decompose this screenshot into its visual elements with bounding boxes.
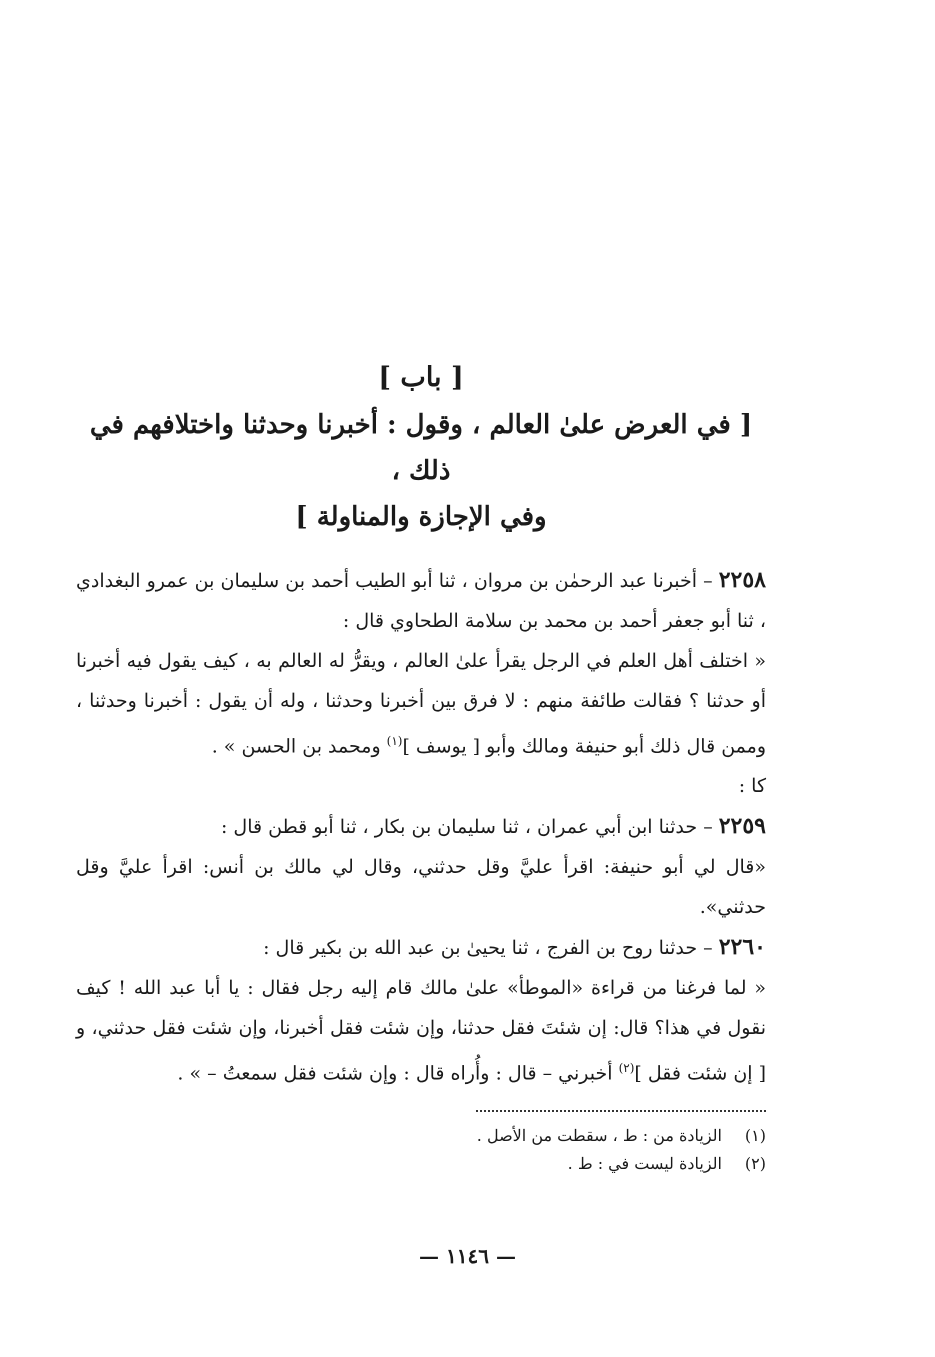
footnote-ref-1: (١)	[386, 734, 403, 748]
hadith-2259-matn: «قال لي أبو حنيفة: اقرأ عليَّ وقل حدثني، وقال لي مالك بن أنس: اقرأ عليَّ وقل حدثني».	[76, 856, 766, 919]
footnotes	[76, 1122, 766, 1178]
hadith-isnad-text: – حدثنا روح بن الفرج ، ثنا يحيىٰ بن عبد الله بن بكير قال :	[263, 937, 719, 960]
document-page	[76, 360, 766, 1178]
hadith-2258-matn	[76, 641, 766, 766]
hadith-number: ٢٢٥٩	[718, 813, 766, 840]
hadith-number: ٢٢٦٠	[718, 934, 766, 961]
footnote-marker: (١)	[744, 1125, 766, 1145]
footnote-item	[76, 1150, 766, 1178]
hadith-2258-note: كا :	[738, 775, 766, 798]
page-number: — ١١٤٦ —	[419, 1244, 516, 1268]
hadith-2258-isnad	[76, 560, 766, 641]
footnote-text: الزيادة ليست في : ط .	[567, 1153, 722, 1173]
hadith-2260-matn	[76, 968, 766, 1093]
hadith-matn-end: ومحمد بن الحسن » .	[211, 735, 387, 758]
footnote-text: الزيادة من : ط ، سقطت من الأصل .	[476, 1125, 722, 1145]
hadith-matn-text: « اختلف أهل العلم في الرجل يقرأ علىٰ العالم ، ويقرُّ له العالم به ، كيف يقول فيه أخبرنا أو حدثنا ؟ فقالت طائفة منهم : لا فرق بين أخبرنا وحدثنا ، وله أن يقول : أخبرنا وحدثنا ، وممن قال ذلك أبو حنيفة ومالك وأبو [ يوسف ]	[76, 650, 766, 758]
chapter-subtitle-line-1: [ في العرض علىٰ العالم ، وقول : أخبرنا وحدثنا واختلافهم في ذلك ،	[89, 410, 753, 486]
footnote-marker: (٢)	[744, 1153, 766, 1173]
hadith-matn-end: أخبرني – قال : وأُراه قال : وإن شئت فقل سمعتُ – » .	[177, 1062, 619, 1085]
hadith-2259-isnad	[76, 806, 766, 847]
chapter-subtitle	[76, 402, 766, 540]
footnote-item	[76, 1122, 766, 1150]
hadith-2260-isnad	[76, 927, 766, 968]
footnote-divider	[476, 1110, 766, 1112]
hadith-number: ٢٢٥٨	[718, 567, 766, 593]
chapter-subtitle-line-2: وفي الإجازة والمناولة ]	[295, 502, 547, 532]
chapter-heading: [ باب ]	[378, 362, 464, 393]
hadith-matn-text: « لما فرغنا من قراءة «الموطأ» علىٰ مالك قام إليه رجل فقال : يا أبا عبد الله ! كيف نقول في هذا؟ قال: إن شئتَ فقل حدثنا، وإن شئت فقل أخبرنا، وإن شئت فقل حدثني، و [ إن شئت فقل ]	[76, 977, 766, 1085]
hadith-isnad-text: – أخبرنا عبد الرحمٰن بن مروان ، ثنا أبو الطيب أحمد بن سليمان بن عمرو البغدادي ، ثنا أبو جعفر أحمد بن محمد بن سلامة الطحاوي قال :	[76, 570, 766, 632]
footnote-ref-2: (٢)	[618, 1061, 635, 1076]
hadith-isnad-text: – حدثنا ابن أبي عمران ، ثنا سليمان بن بكار ، ثنا أبو قطن قال :	[220, 816, 719, 839]
